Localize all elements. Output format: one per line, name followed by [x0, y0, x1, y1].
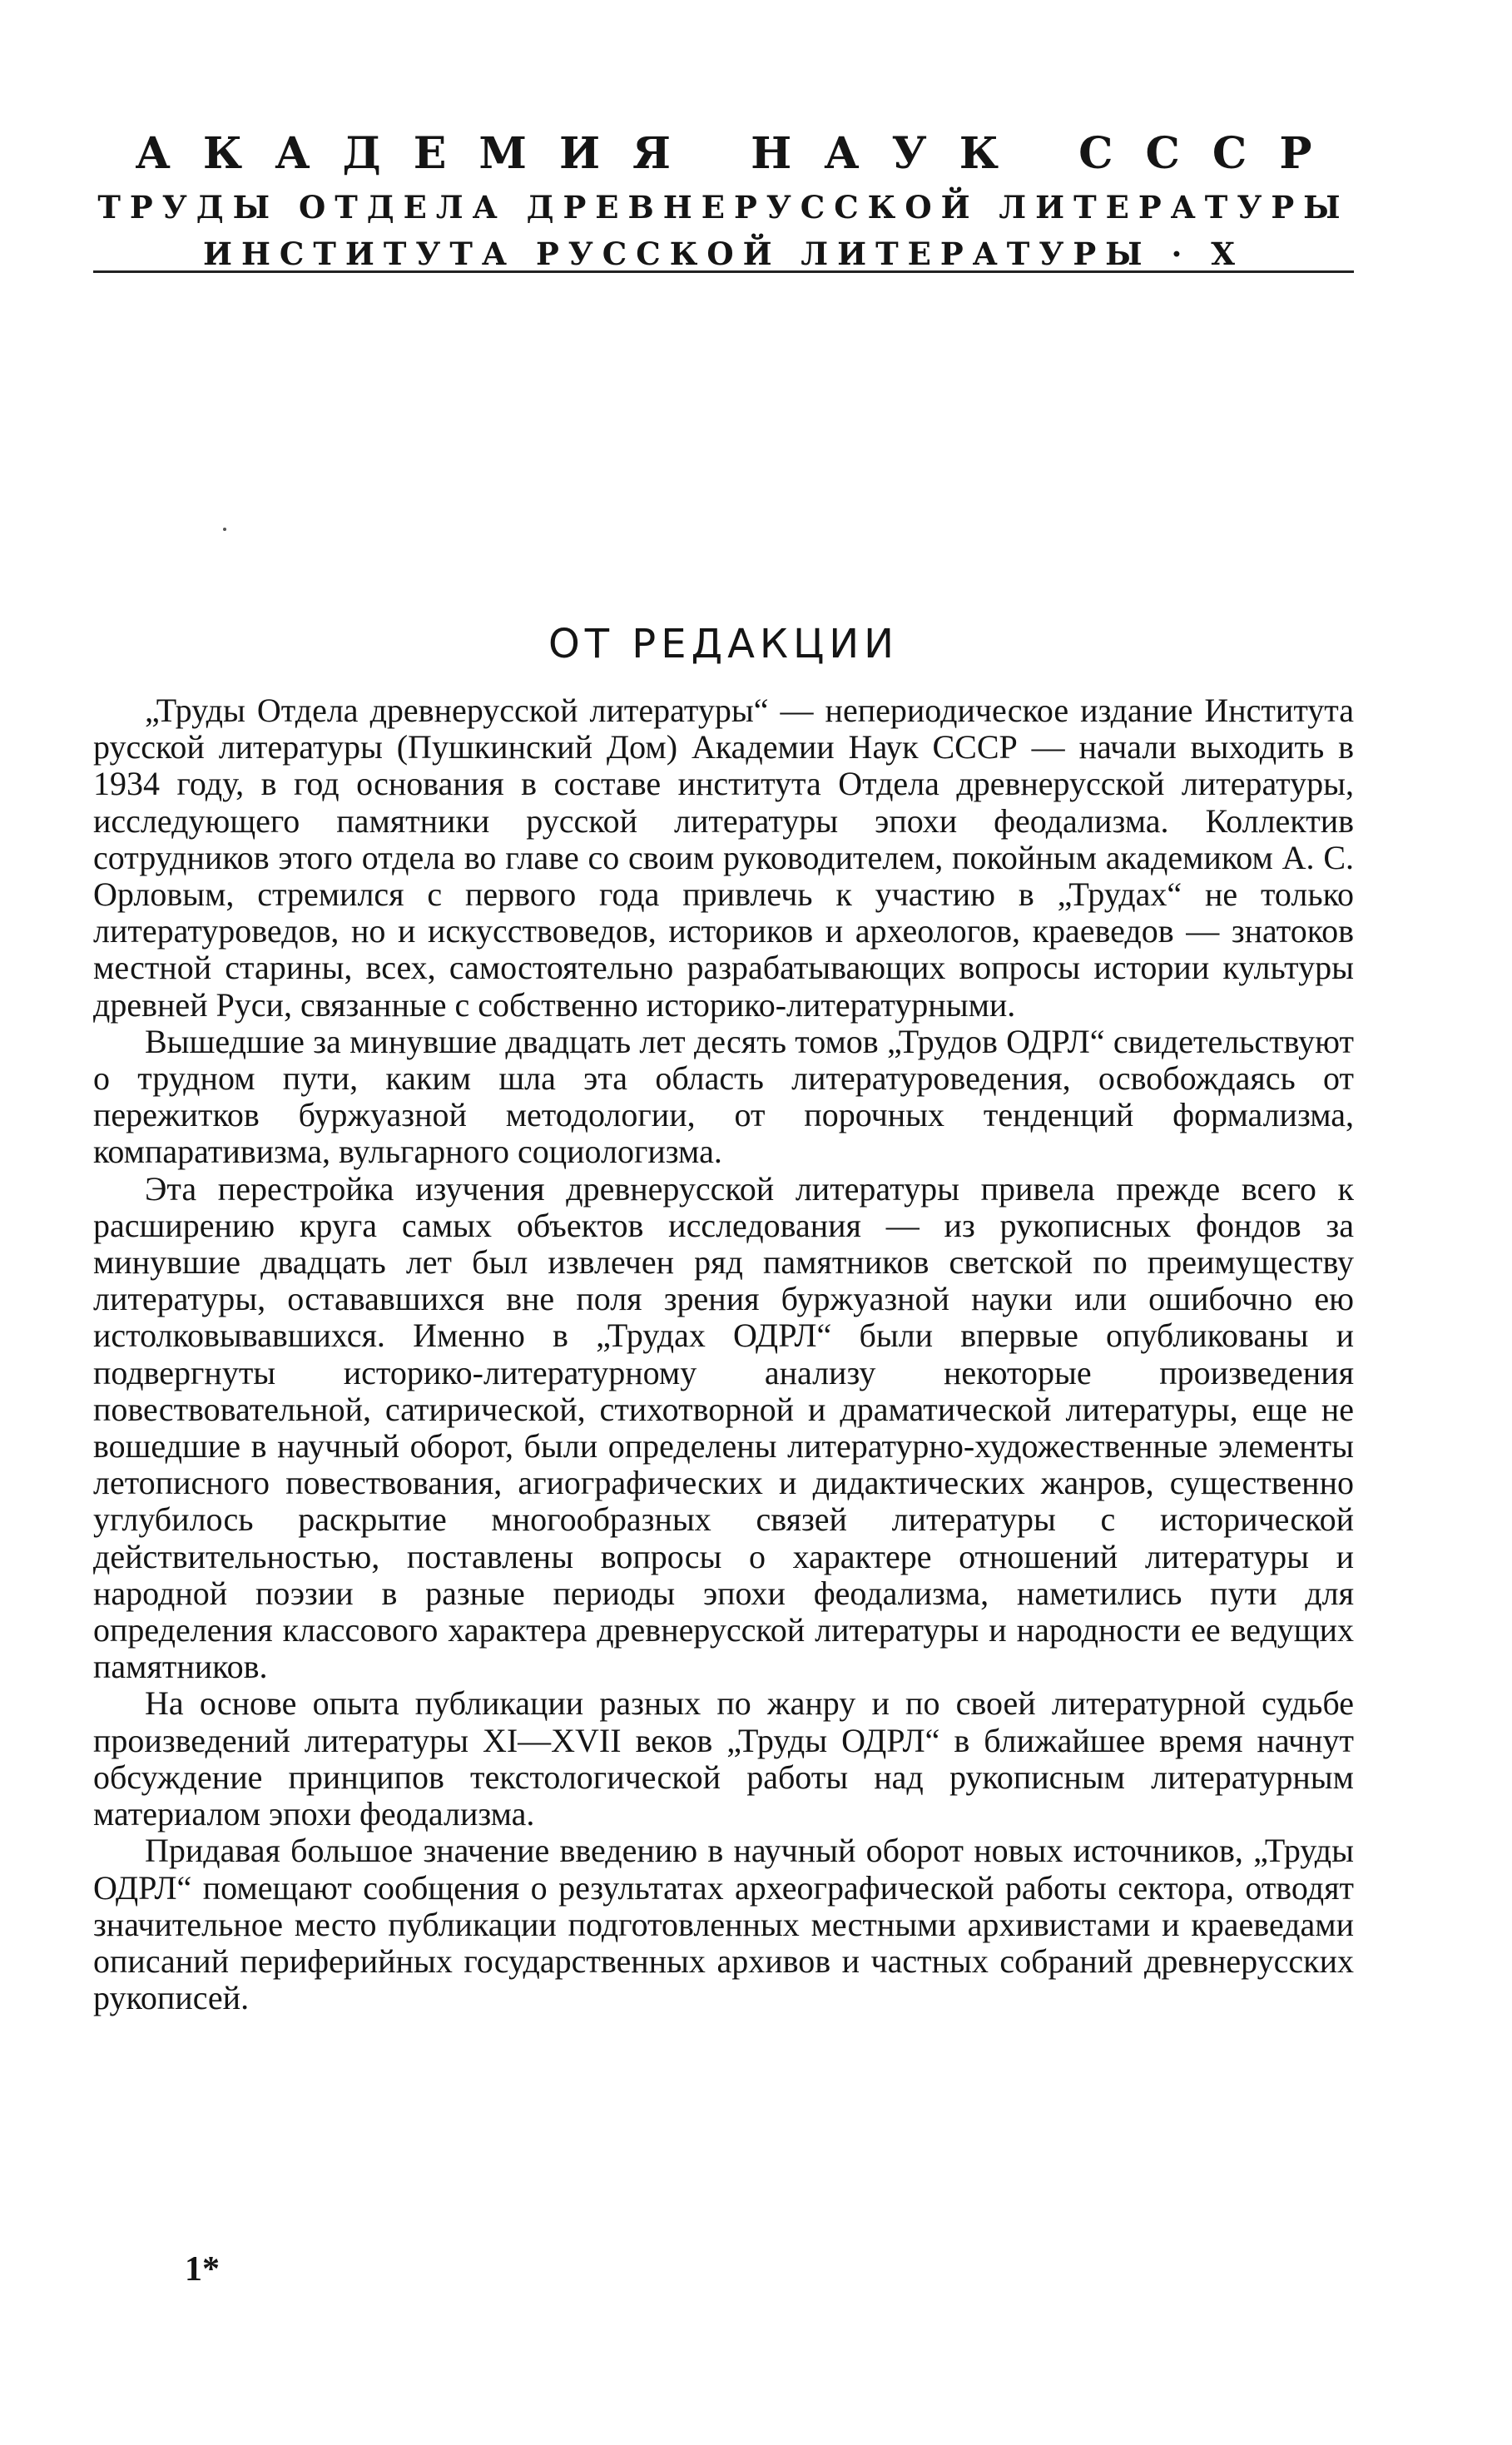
paragraph: Эта перестройка изучения древнерусской литературы привела прежде всего к расширению круга самых объектов исследования — из рукописных фондов за минувшие двадцать лет был извлечен ряд памятников светской по преимуществу литературы, остававшихся вне поля зрения буржуазной науки или ошибочно ею истолковывавшихся. Именно в „Трудах ОДРЛ“ были впервые опубликованы и подвергнуты историко-литературному анализу некоторые произведения повествовательной, сатирической, стихотворной и драматической литературы, еще не вошедшие в научный оборот, были определены литературно-художественные элементы летописного повествования, агиографических и дидактических жанров, существенно углубилось раскрытие многообразных связей литературы с исторической действительностью, поставлены вопросы о характере отношений литературы и народной поэзии в разные периоды эпохи феодализма, наметились пути для определения классового характера древнерусской литературы и народности ее ведущих памятников.	[93, 1169, 1354, 1686]
page-number: 1*	[185, 2250, 220, 2289]
section-title: ОТ РЕДАКЦИИ	[548, 621, 900, 667]
body-text	[93, 692, 1354, 2016]
series-title-line-2: ИНСТИТУТА РУССКОЙ ЛИТЕРАТУРЫ · X	[202, 236, 1244, 272]
paragraph: На основе опыта публикации разных по жанру и по своей литературной судьбе произведений литературы XI—XVII веков „Труды ОДРЛ“ в ближайшее время начнут обсуждение принципов текстологической работы над рукописным литературным материалом эпохи феодализма.	[93, 1684, 1354, 1833]
paragraph: Придавая большое значение введению в научный оборот новых источников, „Труды ОДРЛ“ помещают сообщения о результатах археографической работы сектора, отводят значительное место публикации подготовленных местными архивистами и краеведами описаний периферийных государственных архивов и частных собраний древнерусских рукописей.	[93, 1832, 1354, 2017]
paragraph: „Труды Отдела древнерусской литературы“ — непериодическое издание Института русской литературы (Пушкинский Дом) Академии Наук СССР — начали выходить в 1934 году, в год основания в составе института Отдела древнерусской литературы, исследующего памятники русской литературы эпохи феодализма. Коллектив сотрудников этого отдела во главе со своим руководителем, покойным академиком А. С. Орловым, стремился с первого года привлечь к участию в „Трудах“ не только литературоведов, но и искусствоведов, историков и археологов, краеведов — знатоков местной старины, всех, самостоятельно разрабатывающих вопросы истории культуры древней Руси, связанные с собственно историко-литературными.	[93, 692, 1354, 1024]
paragraph: Вышедшие за минувшие двадцать лет десять томов „Трудов ОДРЛ“ свидетельствуют о трудном пути, каким шла эта область литературоведения, освобождаясь от пережитков буржуазной методологии, от порочных тенденций формализма, компаративизма, вульгарного социологизма.	[93, 1022, 1354, 1171]
page-header	[93, 129, 1354, 272]
print-speck	[223, 528, 226, 531]
academy-title: АКАДЕМИЯ НАУК СССР	[135, 128, 1345, 179]
header-divider	[93, 270, 1354, 273]
series-title-line-1: ТРУДЫ ОТДЕЛА ДРЕВНЕРУССКОЙ ЛИТЕРАТУРЫ	[97, 189, 1350, 226]
